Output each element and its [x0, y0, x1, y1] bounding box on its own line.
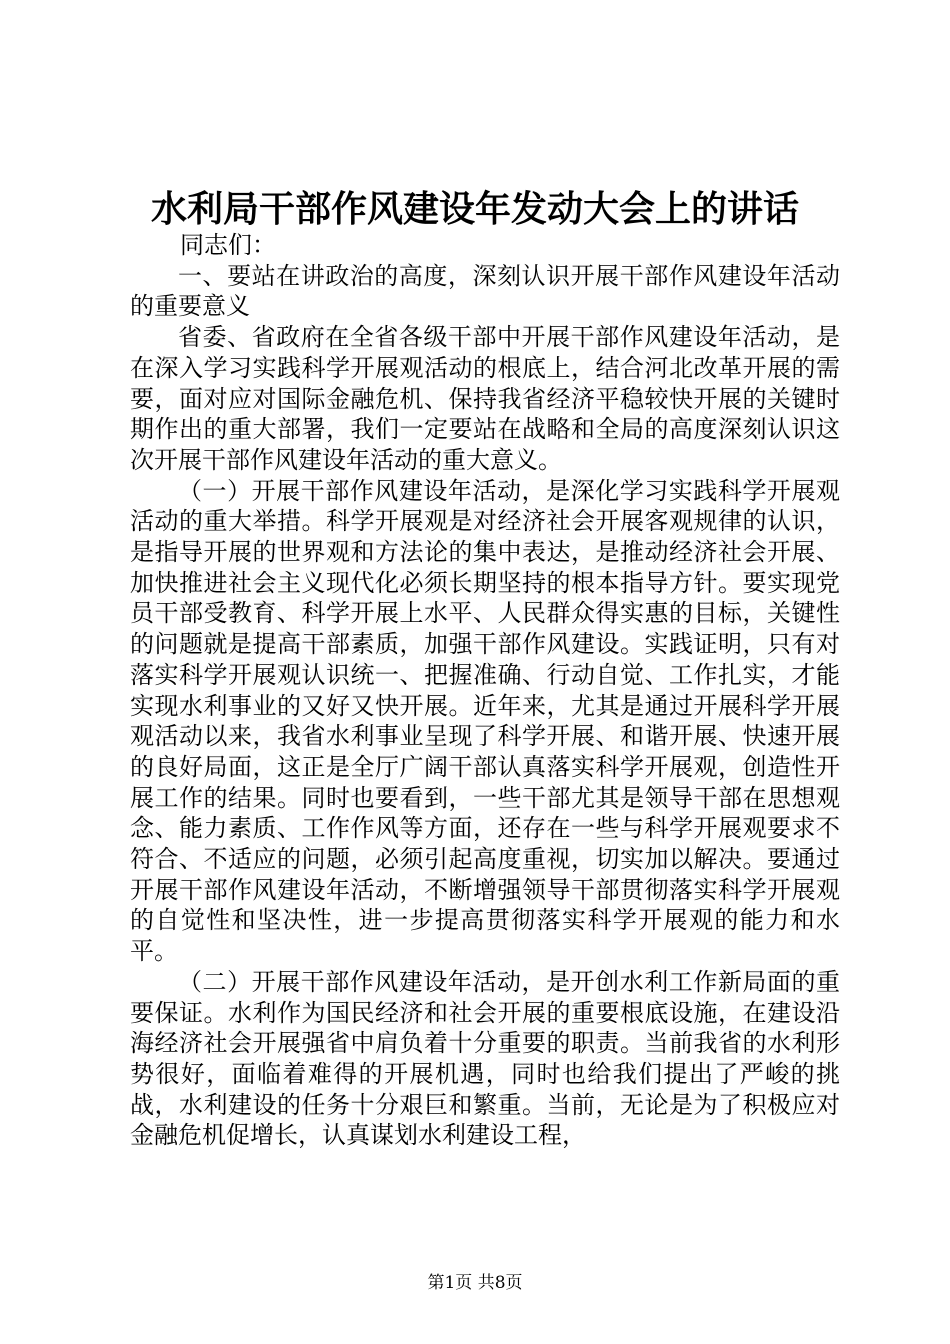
paragraph-point-1: （一）开展干部作风建设年活动，是深化学习实践科学开展观活动的重大举措。科学开展观是对经济社会开展客观规律的认识，是指导开展的世界观和方法论的集中表达，是推动经济社会开展、加快推进社会主义现代化必须长期坚持的根本指导方针。要实现党员干部受教育、科学开展上水平、人民群众得实惠的目标，关键性的问题就是提高干部素质，加强干部作风建设。实践证明，只有对落实科学开展观认识统一、把握准确、行动自觉、工作扎实，才能实现水利事业的又好又快开展。近年来，尤其是通过开展科学开展观活动以来，我省水利事业呈现了科学开展、和谐开展、快速开展的良好局面，这正是全厅广阔干部认真落实科学开展观，创造性开展工作的结果。同时也要看到，一些干部尤其是领导干部在思想观念、能力素质、工作作风等方面，还存在一些与科学开展观要求不符合、不适应的问题，必须引起高度重视，切实加以解决。要通过开展干部作风建设年活动，不断增强领导干部贯彻落实科学开展观的自觉性和坚决性，进一步提高贯彻落实科学开展观的能力和水平。 — [130, 476, 840, 966]
document-body — [130, 230, 840, 1151]
paragraph-point-2: （二）开展干部作风建设年活动，是开创水利工作新局面的重要保证。水利作为国民经济和社会开展的重要根底设施，在建设沿海经济社会开展强省中肩负着十分重要的职责。当前我省的水利形势很好，面临着难得的开展机遇，同时也给我们提出了严峻的挑战，水利建设的任务十分艰巨和繁重。当前，无论是为了积极应对金融危机促增长，认真谋划水利建设工程， — [130, 967, 840, 1150]
salutation: 同志们： — [180, 231, 276, 259]
page-number-footer: 第1页 共8页 — [427, 1273, 523, 1293]
paragraph-intro: 省委、省政府在全省各级干部中开展干部作风建设年活动，是在深入学习实践科学开展观活动的根底上，结合河北改革开展的需要，面对应对国际金融危机、保持我省经济平稳较快开展的关键时期作出的重大部署，我们一定要站在战略和全局的高度深刻认识这次开展干部作风建设年活动的重大意义。 — [130, 323, 840, 474]
document-title: 水利局干部作风建设年发动大会上的讲话 — [150, 188, 799, 230]
section-heading-1: 一、要站在讲政治的高度，深刻认识开展干部作风建设年活动的重要意义 — [130, 261, 840, 321]
